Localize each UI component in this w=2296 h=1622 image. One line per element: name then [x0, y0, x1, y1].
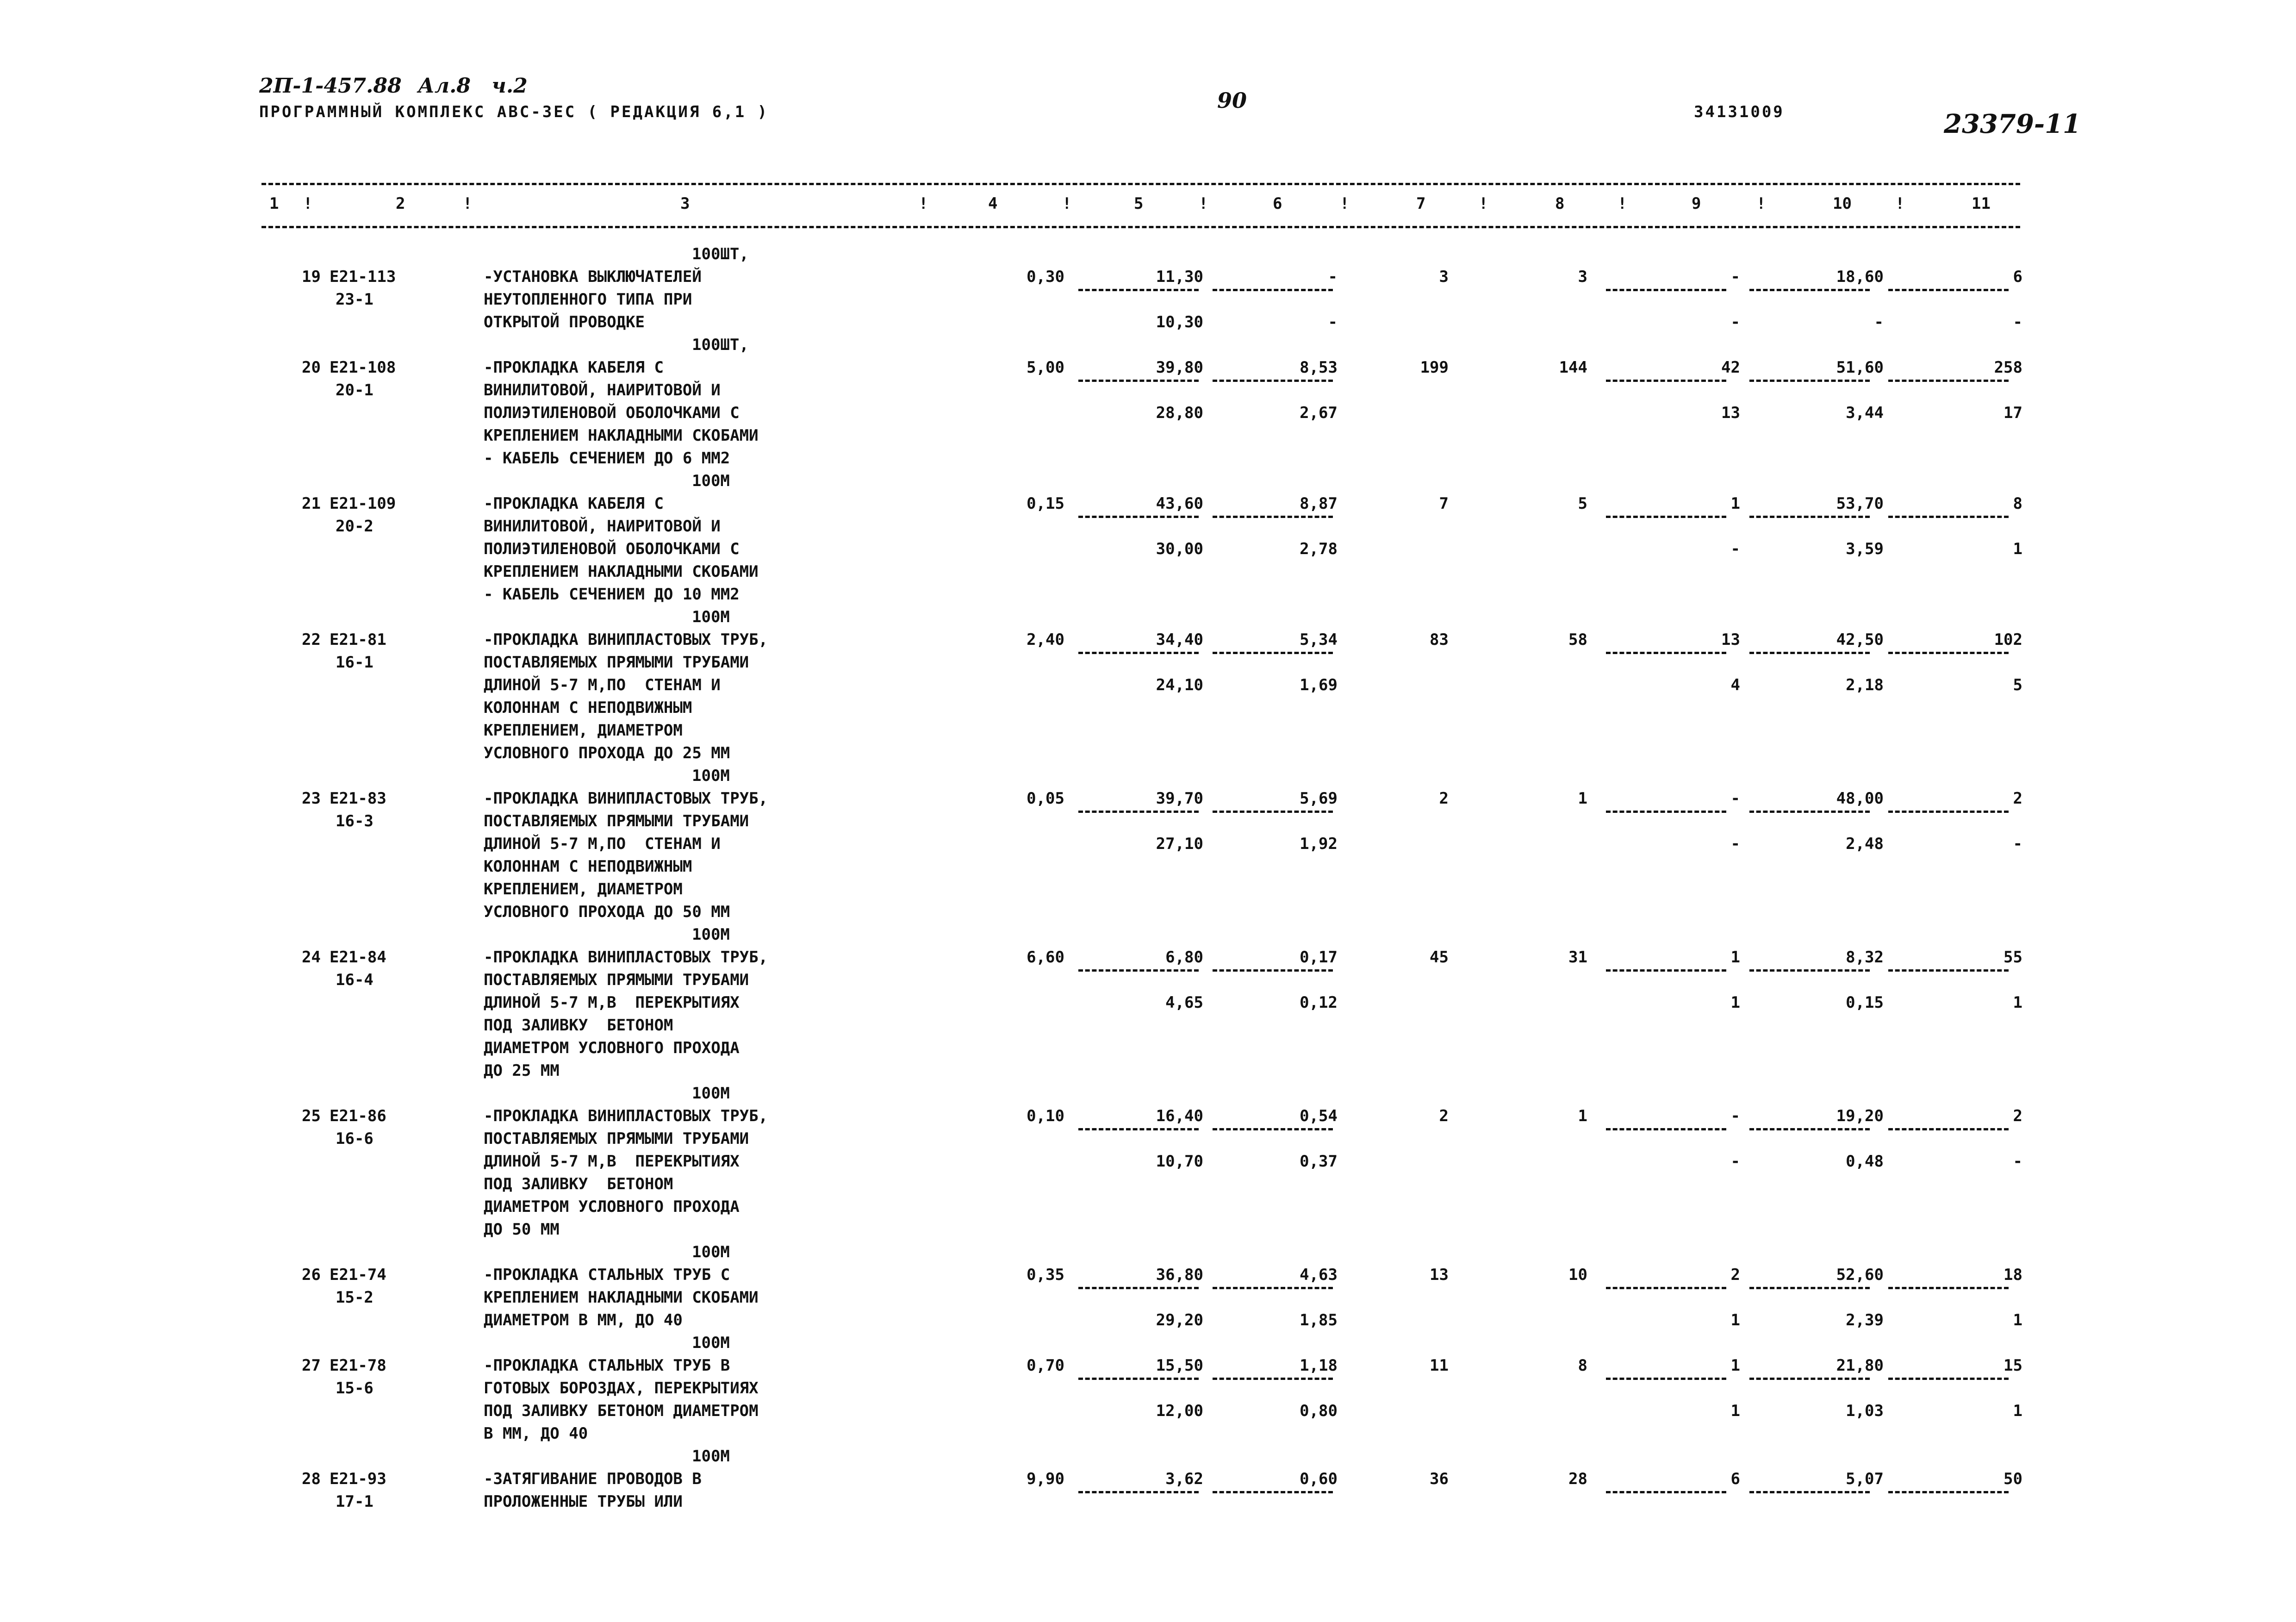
rate-code: Е21-86	[330, 1107, 386, 1125]
row-number: 26	[302, 1266, 321, 1284]
column-header-9: 9	[1692, 194, 1701, 213]
unit-cost-wages: 27,10	[1156, 835, 1203, 853]
unit-cost-machine-wages: -	[1328, 313, 1338, 331]
unit-of-measure: 100М	[692, 1243, 730, 1261]
rate-subcode: 16-6	[336, 1129, 373, 1148]
machinist-labor-per-unit: 3,59	[1846, 540, 1884, 558]
labor-per-unit: 42,50	[1836, 630, 1884, 649]
labor-total: 258	[1994, 358, 2022, 377]
rate-subcode: 15-6	[336, 1379, 373, 1397]
labor-total: 2	[2013, 789, 2022, 808]
unit-cost-machine-wages: 0,80	[1300, 1402, 1338, 1420]
total-cost: 11	[1430, 1356, 1449, 1375]
quantity: 6,60	[1027, 948, 1064, 967]
fraction-rule	[1078, 811, 1199, 813]
unit-cost-total: 11,30	[1156, 268, 1203, 286]
quantity: 5,00	[1027, 358, 1064, 377]
fraction-rule	[1078, 1491, 1199, 1493]
machinist-labor-total: 1	[2013, 540, 2022, 558]
unit-of-measure: 100ШТ,	[692, 336, 749, 354]
unit-of-measure: 100М	[692, 767, 730, 785]
total-wages: 1	[1578, 1107, 1587, 1125]
column-header-1: 1	[269, 194, 279, 213]
unit-cost-machine-wages: 2,67	[1300, 404, 1338, 422]
fraction-rule	[1888, 1491, 2009, 1493]
column-header-2: 2	[396, 194, 405, 213]
unit-of-measure: 100М	[692, 472, 730, 490]
work-description: -ПРОКЛАДКА ВИНИПЛАСТОВЫХ ТРУБ, ПОСТАВЛЯЕМЫХ ПРЯМЫМИ ТРУБАМИ ДЛИНОЙ 5-7 М,ПО СТЕНАМ И КОЛОННАМ С НЕПОДВИЖНЫМ КРЕПЛЕНИЕМ, ДИАМЕТРОМ УСЛОВНОГО ПРОХОДА ДО 50 ММ	[484, 789, 768, 921]
rate-subcode: 20-1	[336, 381, 373, 399]
rate-code: Е21-108	[330, 358, 396, 377]
table-row	[0, 1241, 2296, 1332]
unit-of-measure: 100М	[692, 1447, 730, 1466]
quantity: 0,70	[1027, 1356, 1064, 1375]
column-header-6: 6	[1273, 194, 1282, 213]
fraction-rule	[1888, 380, 2009, 382]
machinist-labor-per-unit: 2,18	[1846, 676, 1884, 694]
machinist-labor-total: 1	[2013, 993, 2022, 1012]
machinist-labor-per-unit: 3,44	[1846, 404, 1884, 422]
column-header-4: 4	[988, 194, 998, 213]
fraction-rule	[1078, 1378, 1199, 1380]
fraction-rule	[1213, 1128, 1333, 1130]
row-number: 19	[302, 268, 321, 286]
fraction-rule	[1888, 652, 2009, 654]
fraction-rule	[1606, 811, 1726, 813]
unit-of-measure: 100М	[692, 608, 730, 626]
work-description: -ПРОКЛАДКА СТАЛЬНЫХ ТРУБ В ГОТОВЫХ БОРОЗДАХ, ПЕРЕКРЫТИЯХ ПОД ЗАЛИВКУ БЕТОНОМ ДИАМЕТРОМ В ММ, ДО 40	[484, 1356, 759, 1443]
machine-wages-total: -	[1730, 313, 1740, 331]
column-header-5: 5	[1134, 194, 1144, 213]
fraction-rule	[1078, 969, 1199, 972]
fraction-rule	[1749, 289, 1870, 291]
rate-code: Е21-74	[330, 1266, 386, 1284]
column-separator: !	[919, 194, 928, 213]
unit-cost-machines: 0,54	[1300, 1107, 1338, 1125]
fraction-rule	[1888, 1378, 2009, 1380]
total-machines: 1	[1730, 948, 1740, 967]
machinist-labor-per-unit: -	[1874, 313, 1884, 331]
fraction-rule	[1213, 652, 1333, 654]
fraction-rule	[1213, 811, 1333, 813]
work-description: -УСТАНОВКА ВЫКЛЮЧАТЕЛЕЙ НЕУТОПЛЕННОГО ТИПА ПРИ ОТКРЫТОЙ ПРОВОДКЕ	[484, 268, 702, 331]
labor-per-unit: 19,20	[1836, 1107, 1884, 1125]
quantity: 0,35	[1027, 1266, 1064, 1284]
fraction-rule	[1078, 1287, 1199, 1289]
total-wages: 144	[1559, 358, 1587, 377]
unit-cost-machine-wages: 1,92	[1300, 835, 1338, 853]
total-cost: 36	[1430, 1470, 1449, 1488]
column-separator: !	[1062, 194, 1072, 213]
unit-cost-machines: 1,18	[1300, 1356, 1338, 1375]
rate-code: Е21-78	[330, 1356, 386, 1375]
quantity: 0,10	[1027, 1107, 1064, 1125]
fraction-rule	[1078, 289, 1199, 291]
machinist-labor-per-unit: 1,03	[1846, 1402, 1884, 1420]
total-wages: 5	[1578, 494, 1587, 513]
unit-cost-machines: 5,69	[1300, 789, 1338, 808]
fraction-rule	[1749, 652, 1870, 654]
unit-cost-machines: 0,17	[1300, 948, 1338, 967]
rate-code: Е21-93	[330, 1470, 386, 1488]
labor-per-unit: 53,70	[1836, 494, 1884, 513]
unit-of-measure: 100М	[692, 1334, 730, 1352]
fraction-rule	[1078, 516, 1199, 518]
column-separator: !	[1895, 194, 1905, 213]
row-number: 25	[302, 1107, 321, 1125]
table-row	[0, 1445, 2296, 1513]
fraction-rule	[1749, 969, 1870, 972]
unit-cost-total: 34,40	[1156, 630, 1203, 649]
column-separator: !	[1756, 194, 1766, 213]
part: ч.2	[492, 74, 528, 98]
fraction-rule	[1888, 1128, 2009, 1130]
column-header-8: 8	[1555, 194, 1565, 213]
fraction-rule	[1888, 289, 2009, 291]
row-number: 20	[302, 358, 321, 377]
machine-wages-total: 4	[1730, 676, 1740, 694]
unit-cost-wages: 24,10	[1156, 676, 1203, 694]
work-description: -ПРОКЛАДКА КАБЕЛЯ С ВИНИЛИТОВОЙ, НАИРИТОВОЙ И ПОЛИЭТИЛЕНОВОЙ ОБОЛОЧКАМИ С КРЕПЛЕНИЕМ НАКЛАДНЫМИ СКОБАМИ - КАБЕЛЬ СЕЧЕНИЕМ ДО 10 ММ2	[484, 494, 759, 604]
machine-wages-total: 1	[1730, 1402, 1740, 1420]
column-header-7: 7	[1416, 194, 1426, 213]
table-row	[0, 243, 2296, 334]
row-number: 23	[302, 789, 321, 808]
album: Ал.8	[418, 74, 471, 98]
labor-per-unit: 18,60	[1836, 268, 1884, 286]
fraction-rule	[1888, 516, 2009, 518]
rate-subcode: 16-4	[336, 971, 373, 989]
quantity: 0,15	[1027, 494, 1064, 513]
column-header-11: 11	[1972, 194, 1991, 213]
unit-of-measure: 100М	[692, 1084, 730, 1103]
labor-per-unit: 8,32	[1846, 948, 1884, 967]
table-row	[0, 334, 2296, 470]
fraction-rule	[1749, 380, 1870, 382]
program-title: ПРОГРАММНЫЙ КОМПЛЕКС АВС-3ЕС ( РЕДАКЦИЯ 6,1 )	[259, 103, 769, 121]
fraction-rule	[1606, 1491, 1726, 1493]
total-machines: 42	[1721, 358, 1740, 377]
rate-subcode: 23-1	[336, 290, 373, 309]
labor-per-unit: 5,07	[1846, 1470, 1884, 1488]
labor-per-unit: 51,60	[1836, 358, 1884, 377]
unit-cost-total: 16,40	[1156, 1107, 1203, 1125]
column-separator: !	[1199, 194, 1208, 213]
unit-cost-total: 3,62	[1165, 1470, 1203, 1488]
machinist-labor-per-unit: 0,48	[1846, 1152, 1884, 1171]
rate-subcode: 17-1	[336, 1492, 373, 1511]
unit-cost-wages: 4,65	[1165, 993, 1203, 1012]
fraction-rule	[1888, 969, 2009, 972]
column-separator: !	[463, 194, 473, 213]
unit-cost-machine-wages: 2,78	[1300, 540, 1338, 558]
fraction-rule	[1078, 380, 1199, 382]
labor-per-unit: 48,00	[1836, 789, 1884, 808]
table-row	[0, 606, 2296, 765]
labor-total: 2	[2013, 1107, 2022, 1125]
fraction-rule	[1606, 289, 1726, 291]
column-separator: !	[303, 194, 313, 213]
fraction-rule	[1078, 1128, 1199, 1130]
unit-cost-wages: 10,70	[1156, 1152, 1203, 1171]
unit-of-measure: 100М	[692, 925, 730, 944]
row-number: 22	[302, 630, 321, 649]
total-cost: 83	[1430, 630, 1449, 649]
work-description: -ПРОКЛАДКА КАБЕЛЯ С ВИНИЛИТОВОЙ, НАИРИТОВОЙ И ПОЛИЭТИЛЕНОВОЙ ОБОЛОЧКАМИ С КРЕПЛЕНИЕМ НАКЛАДНЫМИ СКОБАМИ - КАБЕЛЬ СЕЧЕНИЕМ ДО 6 ММ2	[484, 358, 759, 468]
total-machines: 6	[1730, 1470, 1740, 1488]
labor-total: 102	[1994, 630, 2022, 649]
rate-subcode: 16-1	[336, 653, 373, 672]
labor-per-unit: 21,80	[1836, 1356, 1884, 1375]
machinist-labor-total: 1	[2013, 1402, 2022, 1420]
total-wages: 28	[1568, 1470, 1587, 1488]
labor-per-unit: 52,60	[1836, 1266, 1884, 1284]
fraction-rule	[1606, 1128, 1726, 1130]
column-header-3: 3	[680, 194, 690, 213]
column-header-10: 10	[1833, 194, 1852, 213]
document-code: 34131009	[1694, 103, 1785, 121]
work-description: -ПРОКЛАДКА СТАЛЬНЫХ ТРУБ С КРЕПЛЕНИЕМ НАКЛАДНЫМИ СКОБАМИ ДИАМЕТРОМ В ММ, ДО 40	[484, 1266, 759, 1329]
unit-of-measure: 100ШТ,	[692, 245, 749, 263]
machinist-labor-per-unit: 2,39	[1846, 1311, 1884, 1329]
unit-cost-wages: 12,00	[1156, 1402, 1203, 1420]
machinist-labor-total: 17	[2004, 404, 2022, 422]
unit-cost-total: 39,80	[1156, 358, 1203, 377]
page-number: 90	[1217, 88, 1247, 113]
labor-total: 6	[2013, 268, 2022, 286]
column-separator: !	[1618, 194, 1627, 213]
labor-total: 18	[2004, 1266, 2022, 1284]
total-cost: 199	[1420, 358, 1449, 377]
machine-wages-total: 1	[1730, 993, 1740, 1012]
fraction-rule	[1888, 811, 2009, 813]
fraction-rule	[1749, 1491, 1870, 1493]
machinist-labor-per-unit: 2,48	[1846, 835, 1884, 853]
labor-total: 55	[2004, 948, 2022, 967]
quantity: 2,40	[1027, 630, 1064, 649]
total-cost: 7	[1439, 494, 1449, 513]
fraction-rule	[1606, 969, 1726, 972]
estimate-table	[0, 243, 2296, 1513]
quantity: 0,30	[1027, 268, 1064, 286]
total-machines: 1	[1730, 494, 1740, 513]
labor-total: 50	[2004, 1470, 2022, 1488]
total-cost: 3	[1439, 268, 1449, 286]
unit-cost-machines: 8,87	[1300, 494, 1338, 513]
unit-cost-wages: 30,00	[1156, 540, 1203, 558]
total-cost: 2	[1439, 1107, 1449, 1125]
column-separator: !	[1340, 194, 1350, 213]
rate-subcode: 16-3	[336, 812, 373, 830]
table-top-rule	[261, 183, 2020, 185]
row-number: 28	[302, 1470, 321, 1488]
fraction-rule	[1606, 1378, 1726, 1380]
fraction-rule	[1213, 289, 1333, 291]
unit-cost-wages: 28,80	[1156, 404, 1203, 422]
machine-wages-total: 1	[1730, 1311, 1740, 1329]
total-machines: 2	[1730, 1266, 1740, 1284]
fraction-rule	[1888, 1287, 2009, 1289]
labor-total: 8	[2013, 494, 2022, 513]
total-cost: 45	[1430, 948, 1449, 967]
fraction-rule	[1606, 516, 1726, 518]
unit-cost-machines: 8,53	[1300, 358, 1338, 377]
fraction-rule	[1606, 380, 1726, 382]
work-description: -ПРОКЛАДКА ВИНИПЛАСТОВЫХ ТРУБ, ПОСТАВЛЯЕМЫХ ПРЯМЫМИ ТРУБАМИ ДЛИНОЙ 5-7 М,ПО СТЕНАМ И КОЛОННАМ С НЕПОДВИЖНЫМ КРЕПЛЕНИЕМ, ДИАМЕТРОМ УСЛОВНОГО ПРОХОДА ДО 25 ММ	[484, 630, 768, 762]
fraction-rule	[1606, 1287, 1726, 1289]
total-wages: 58	[1568, 630, 1587, 649]
doc-ref: 2П-1-457.88	[259, 74, 402, 98]
row-number: 24	[302, 948, 321, 967]
fraction-rule	[1213, 1287, 1333, 1289]
table-row	[0, 470, 2296, 606]
total-machines: -	[1730, 789, 1740, 808]
rate-code: Е21-81	[330, 630, 386, 649]
rate-code: Е21-83	[330, 789, 386, 808]
fraction-rule	[1606, 652, 1726, 654]
total-wages: 10	[1568, 1266, 1587, 1284]
work-description: -ПРОКЛАДКА ВИНИПЛАСТОВЫХ ТРУБ, ПОСТАВЛЯЕМЫХ ПРЯМЫМИ ТРУБАМИ ДЛИНОЙ 5-7 М,В ПЕРЕКРЫТИЯХ ПОД ЗАЛИВКУ БЕТОНОМ ДИАМЕТРОМ УСЛОВНОГО ПРОХОДА ДО 50 ММ	[484, 1107, 768, 1239]
unit-cost-machine-wages: 0,37	[1300, 1152, 1338, 1171]
work-description: -ЗАТЯГИВАНИЕ ПРОВОДОВ В ПРОЛОЖЕННЫЕ ТРУБЫ ИЛИ	[484, 1470, 702, 1511]
unit-cost-wages: 10,30	[1156, 313, 1203, 331]
fraction-rule	[1213, 516, 1333, 518]
fraction-rule	[1213, 380, 1333, 382]
unit-cost-machines: 0,60	[1300, 1470, 1338, 1488]
unit-cost-machine-wages: 1,85	[1300, 1311, 1338, 1329]
total-wages: 1	[1578, 789, 1587, 808]
fraction-rule	[1749, 1378, 1870, 1380]
row-number: 27	[302, 1356, 321, 1375]
column-separator: !	[1479, 194, 1488, 213]
fraction-rule	[1213, 1378, 1333, 1380]
work-description: -ПРОКЛАДКА ВИНИПЛАСТОВЫХ ТРУБ, ПОСТАВЛЯЕМЫХ ПРЯМЫМИ ТРУБАМИ ДЛИНОЙ 5-7 М,В ПЕРЕКРЫТИЯХ ПОД ЗАЛИВКУ БЕТОНОМ ДИАМЕТРОМ УСЛОВНОГО ПРОХОДА ДО 25 ММ	[484, 948, 768, 1080]
rate-code: Е21-109	[330, 494, 396, 513]
unit-cost-total: 39,70	[1156, 789, 1203, 808]
machinist-labor-total: 5	[2013, 676, 2022, 694]
unit-cost-machine-wages: 0,12	[1300, 993, 1338, 1012]
table-row	[0, 765, 2296, 923]
labor-total: 15	[2004, 1356, 2022, 1375]
total-machines: 1	[1730, 1356, 1740, 1375]
fraction-rule	[1078, 652, 1199, 654]
machinist-labor-per-unit: 0,15	[1846, 993, 1884, 1012]
machine-wages-total: 13	[1721, 404, 1740, 422]
unit-cost-total: 36,80	[1156, 1266, 1203, 1284]
unit-cost-machines: -	[1328, 268, 1338, 286]
machine-wages-total: -	[1730, 835, 1740, 853]
total-machines: 13	[1721, 630, 1740, 649]
total-wages: 31	[1568, 948, 1587, 967]
unit-cost-machines: 4,63	[1300, 1266, 1338, 1284]
unit-cost-total: 43,60	[1156, 494, 1203, 513]
fraction-rule	[1749, 516, 1870, 518]
quantity: 9,90	[1027, 1470, 1064, 1488]
unit-cost-total: 6,80	[1165, 948, 1203, 967]
rate-code: Е21-84	[330, 948, 386, 967]
rate-subcode: 15-2	[336, 1288, 373, 1307]
fraction-rule	[1213, 969, 1333, 972]
unit-cost-machine-wages: 1,69	[1300, 676, 1338, 694]
table-row	[0, 923, 2296, 1082]
total-wages: 8	[1578, 1356, 1587, 1375]
quantity: 0,05	[1027, 789, 1064, 808]
total-machines: -	[1730, 1107, 1740, 1125]
document-reference	[259, 74, 528, 98]
rate-code: Е21-113	[330, 268, 396, 286]
total-wages: 3	[1578, 268, 1587, 286]
machine-wages-total: -	[1730, 540, 1740, 558]
machinist-labor-total: -	[2013, 313, 2022, 331]
total-cost: 2	[1439, 789, 1449, 808]
unit-cost-machines: 5,34	[1300, 630, 1338, 649]
fraction-rule	[1749, 1128, 1870, 1130]
fraction-rule	[1213, 1491, 1333, 1493]
fraction-rule	[1749, 811, 1870, 813]
row-number: 21	[302, 494, 321, 513]
rate-subcode: 20-2	[336, 517, 373, 536]
stamp-number: 23379-11	[1944, 109, 2081, 139]
machine-wages-total: -	[1730, 1152, 1740, 1171]
machinist-labor-total: 1	[2013, 1311, 2022, 1329]
machinist-labor-total: -	[2013, 1152, 2022, 1171]
unit-cost-total: 15,50	[1156, 1356, 1203, 1375]
table-header-rule	[261, 226, 2020, 228]
total-machines: -	[1730, 268, 1740, 286]
fraction-rule	[1749, 1287, 1870, 1289]
table-row	[0, 1332, 2296, 1445]
total-cost: 13	[1430, 1266, 1449, 1284]
table-row	[0, 1082, 2296, 1241]
unit-cost-wages: 29,20	[1156, 1311, 1203, 1329]
machinist-labor-total: -	[2013, 835, 2022, 853]
